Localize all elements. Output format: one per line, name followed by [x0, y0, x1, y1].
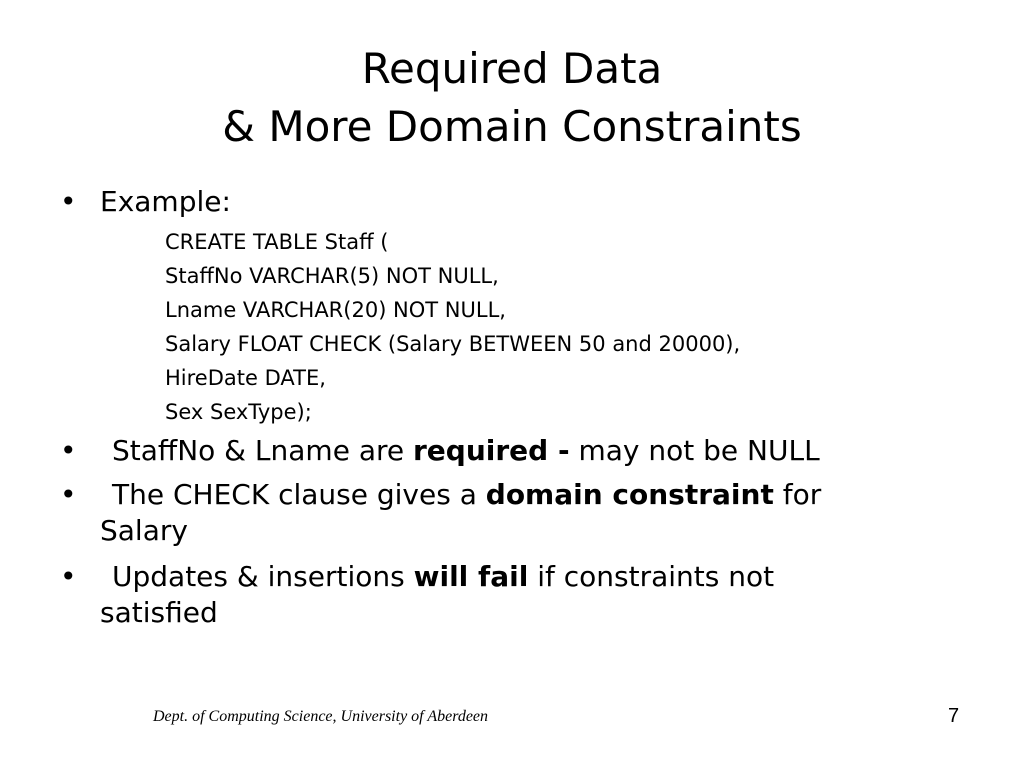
- bullet-text: StaffNo & Lname are: [112, 434, 413, 467]
- code-line: Sex SexType);: [165, 400, 312, 424]
- example-label: Example:: [100, 185, 231, 218]
- bullet-bold-term: will fail: [413, 560, 529, 593]
- footer-text: Dept. of Computing Science, University of Aberdeen: [153, 708, 489, 725]
- bullet-dot: •: [60, 560, 77, 593]
- bullet-bold-term: domain constraint: [485, 478, 774, 511]
- bullet-continuation: satisfied: [100, 596, 218, 629]
- bullet-text: for: [773, 478, 822, 511]
- bullet-text: The CHECK clause gives a: [112, 478, 486, 511]
- bullet-required: [112, 434, 820, 468]
- code-line: Salary FLOAT CHECK (Salary BETWEEN 50 and 20000),: [165, 332, 741, 356]
- bullet-continuation: Salary: [100, 514, 188, 547]
- title-line-2: & More Domain Constraints: [222, 102, 802, 151]
- bullet-bold-term: required -: [413, 434, 570, 467]
- code-line: CREATE TABLE Staff (: [165, 230, 389, 254]
- bullet-updates: [112, 560, 774, 594]
- code-line: Lname VARCHAR(20) NOT NULL,: [165, 298, 506, 322]
- bullet-dot: •: [60, 478, 77, 511]
- bullet-text: if constraints not: [528, 560, 775, 593]
- bullet-text: Updates & insertions: [112, 560, 414, 593]
- bullet-dot: •: [60, 185, 77, 218]
- page-number: 7: [948, 705, 960, 727]
- code-line: StaffNo VARCHAR(5) NOT NULL,: [165, 264, 499, 288]
- bullet-text: may not be NULL: [569, 434, 820, 467]
- title-line-1: Required Data: [361, 44, 663, 93]
- bullet-check-clause: [112, 478, 821, 512]
- code-line: HireDate DATE,: [165, 366, 326, 390]
- bullet-dot: •: [60, 434, 77, 467]
